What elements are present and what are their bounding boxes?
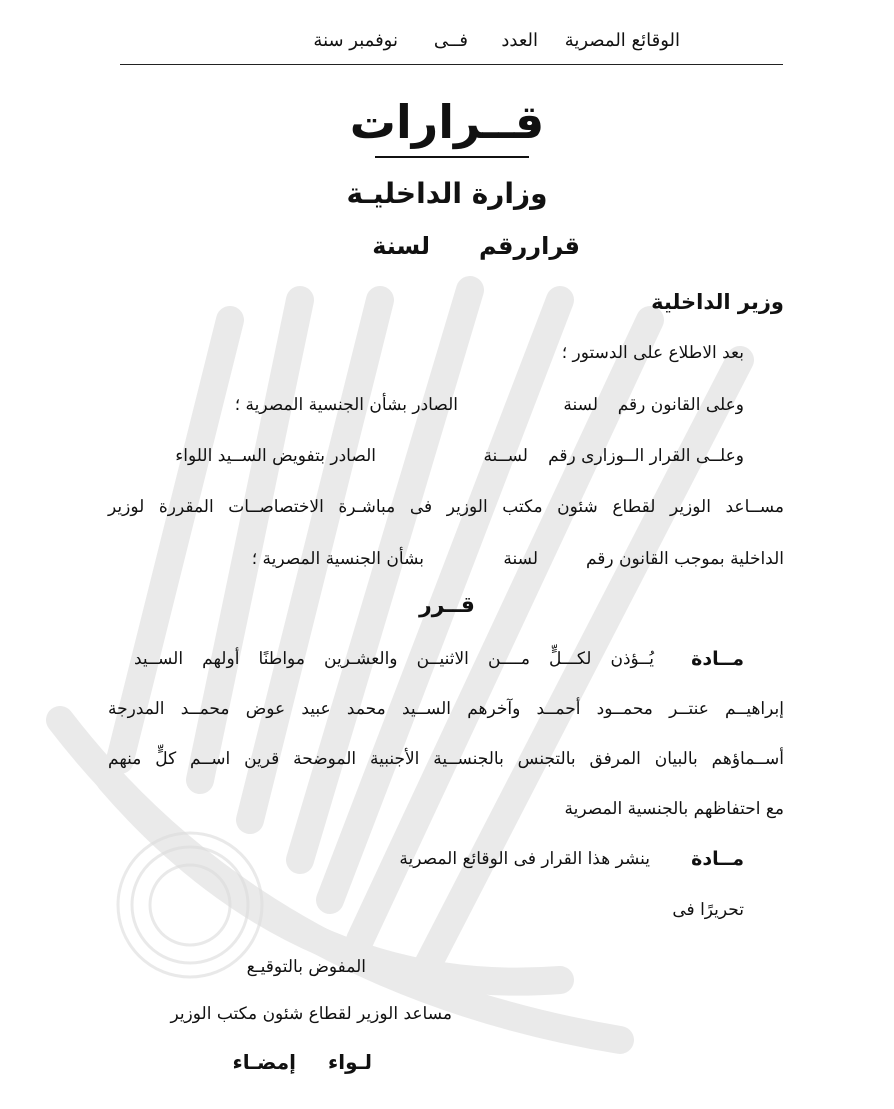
preamble-line-2b: لسنة <box>563 395 598 415</box>
article-1-line-4: مع احتفاظهم بالجنسية المصرية <box>564 799 784 819</box>
minister-heading: وزير الداخلية <box>651 290 784 314</box>
header-in-label: فــى <box>433 30 468 51</box>
article-2-label: مــادة <box>691 848 744 870</box>
header-divider <box>120 64 783 65</box>
title-underline <box>375 156 529 158</box>
preamble-line-4: مســاعد الوزير لقطاع شئون مكتب الوزير فى مباشـرة الاختصاصــات المقررة لوزير <box>108 497 784 517</box>
article-1-line-2: إبراهيــم عنتــر محمــود أحمــد وآخرهم الســيد محمد عبيد عوض محمــد المدرجة <box>108 699 784 719</box>
preamble-line-1: بعد الاطلاع على الدستور ؛ <box>561 343 744 363</box>
preamble-line-2a: وعلى القانون رقم <box>617 395 744 415</box>
article-1-line-3: أســماؤهم بالبيان المرفق بالتجنس بالجنســية الأجنبية الموضحة قرين اســم كلٍّ منهم <box>108 749 784 769</box>
preamble-line-5a: الداخلية بموجب القانون رقم <box>585 549 784 569</box>
signature-rank: لـواء <box>328 1050 372 1074</box>
signature-sign-label: إمضـاء <box>232 1050 296 1074</box>
decision-year-label: لسنة <box>372 232 430 260</box>
article-1-line-1: يُــؤذن لكـــلٍّ مــــن الاثنيــن والعشـرين مواطنًا أولهم الســيد <box>134 649 654 669</box>
decision-number-label: قراررقم <box>478 232 580 260</box>
preamble-line-3a: وعلــى القرار الــوزارى رقم <box>548 446 744 466</box>
signature-title: مساعد الوزير لقطاع شئون مكتب الوزير <box>170 1004 452 1024</box>
signature-authorized: المفوض بالتوقيـع <box>246 957 366 977</box>
done-at-label: تحريرًا فى <box>672 900 744 920</box>
preamble-line-5c: بشأن الجنسية المصرية ؛ <box>251 549 424 569</box>
preamble-line-2c: الصادر بشأن الجنسية المصرية ؛ <box>234 395 458 415</box>
page-title: قــرارات <box>349 95 545 149</box>
decided-heading: قــرر <box>419 593 475 618</box>
header-date-label: نوفمبر سنة <box>313 30 398 51</box>
article-1-label: مــادة <box>691 648 744 670</box>
preamble-line-3b: لســنة <box>483 446 528 466</box>
preamble-line-3c: الصادر بتفويض الســيد اللواء <box>175 446 376 466</box>
header-publication: الوقائع المصرية <box>564 30 680 51</box>
ministry-heading: وزارة الداخليـة <box>346 177 548 210</box>
header-issue-label: العدد <box>501 30 538 51</box>
article-2-text: ينشر هذا القرار فى الوقائع المصرية <box>399 849 650 869</box>
preamble-line-5b: لسنة <box>503 549 538 569</box>
